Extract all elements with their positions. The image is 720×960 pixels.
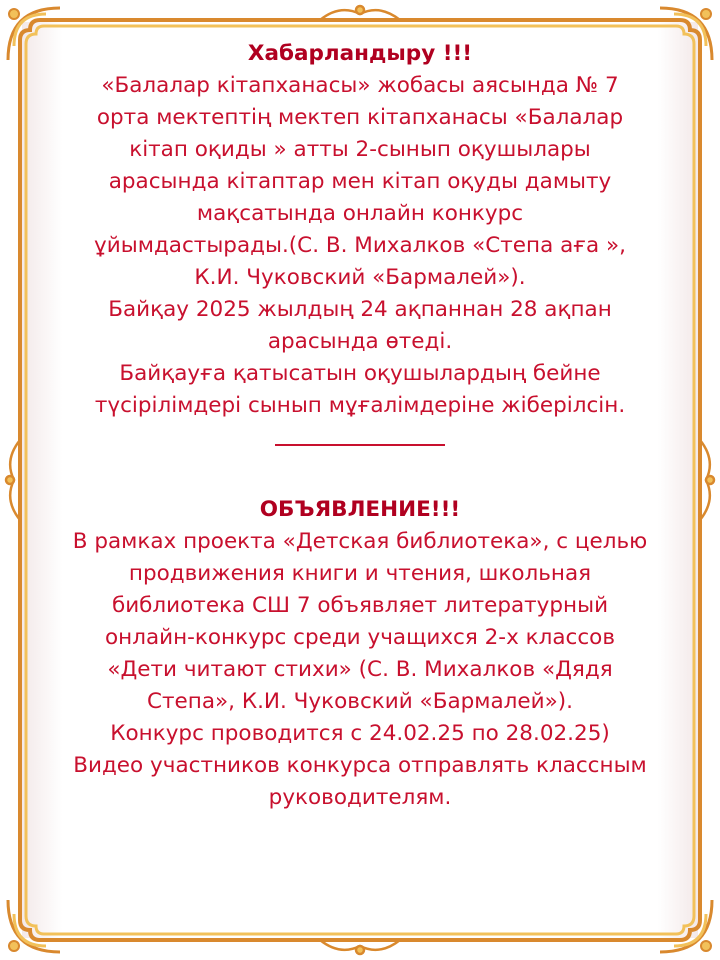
kazakh-line: К.И. Чуковский «Бармалей»). (194, 265, 526, 290)
side-ornament-left (6, 440, 20, 520)
kazakh-line: мақсатында онлайн конкурс (196, 201, 524, 226)
announcement-text (30, 38, 690, 814)
russian-line: Видео участников конкурса отправлять классным (73, 753, 647, 778)
kazakh-line: Байқауға қатысатын оқушылардың бейне (119, 361, 601, 386)
russian-line: продвижения книги и чтения, школьная (128, 561, 592, 586)
kazakh-line: арасында кітаптар мен кітап оқуды дамыту (108, 169, 612, 194)
side-ornament-right (700, 440, 714, 520)
kazakh-line: ұйымдастырады.(С. В. Михалков «Степа аға », (94, 233, 626, 258)
russian-line: Конкурс проводится с 24.02.25 по 28.02.25) (110, 721, 610, 746)
kazakh-line: орта мектептің мектеп кітапханасы «Балалар (96, 105, 624, 130)
russian-line: Степа», К.И. Чуковский «Бармалей»). (147, 689, 573, 714)
side-ornament-bottom (320, 940, 400, 954)
kazakh-title: Хабарландыру !!! (247, 41, 473, 66)
kazakh-line: «Балалар кітапханасы» жобасы аясында № 7 (101, 73, 619, 98)
kazakh-line: түсірілімдері сынып мұғалімдеріне жіберілсін. (94, 393, 626, 418)
kazakh-line: кітап оқиды » атты 2-сынып оқушылары (129, 137, 591, 162)
russian-line: руководителям. (268, 785, 452, 810)
kazakh-line: арасында өтеді. (267, 329, 453, 354)
russian-line: «Дети читают стихи» (С. В. Михалков «Дядя (107, 657, 613, 682)
side-ornament-top (320, 6, 400, 20)
kazakh-line: Байқау 2025 жылдың 24 ақпаннан 28 ақпан (108, 297, 612, 322)
russian-title: ОБЪЯВЛЕНИЕ!!! (259, 497, 461, 522)
russian-line: библиотека СШ 7 объявляет литературный (111, 593, 609, 618)
russian-line: В рамках проекта «Детская библиотека», с целью (72, 529, 648, 554)
section-divider (275, 444, 445, 446)
russian-line: онлайн-конкурс среди учащихся 2-х классов (105, 625, 615, 650)
